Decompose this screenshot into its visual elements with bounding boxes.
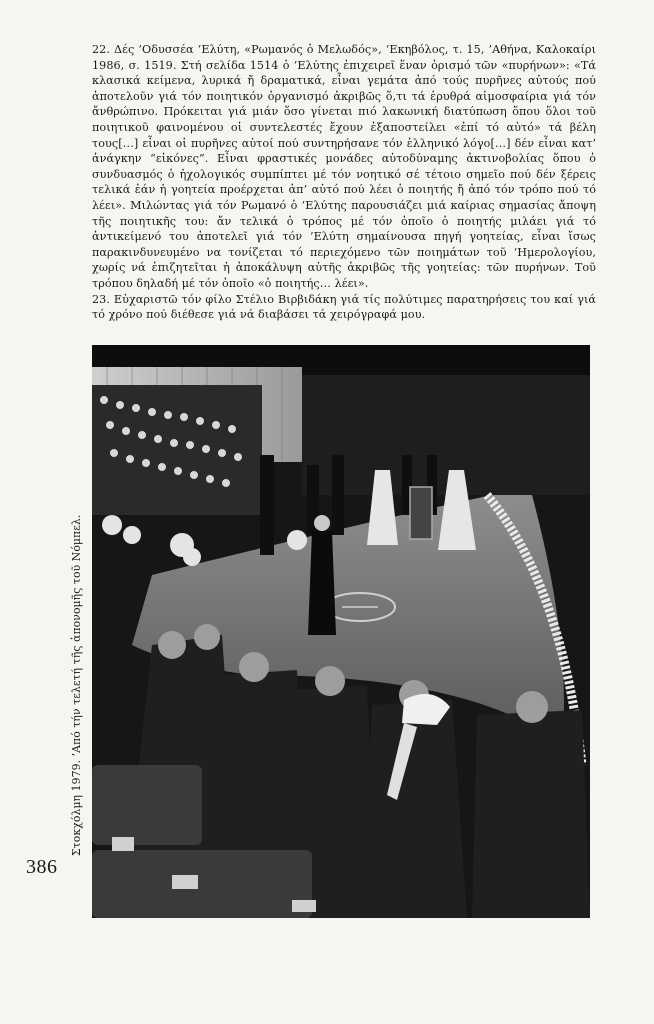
footnote-23: 23. Εὐχαριστῶ τόν φίλο Στέλιο Βιρβιδάκη γιά τίς πολύτιμες παρατηρήσεις του καί γιά τό χρόνο πού διέθεσε γιά νά διαβάσει τά χειρόγραφά μου. (92, 292, 596, 322)
footnote-22: 22. Δές ’Οδυσσέα ’Ελύτη, «Ρωμανός ὁ Μελωδός», ‘Εκηβόλος, τ. 15, ’Αθήνα, Καλοκαίρι 1986, σ. 1519. Στή σελίδα 1514 ὁ ’Ελύτης ἐπιχειρεῖ ἕναν ὁρισμό τῶν «πυρήνων»: «Τά κλασικά κείμενα, λυρικά ἤ δραματικά, εἶναι γεμάτα ἀπό τούς πυρῆνες αὐτούς πού ἀποτελοῦν γιά τόν ποιητικόν ὀργανισμό ἀκριβῶς ὅ,τι τά ἐρυθρά αἱμοσφαίρια γιά τόν ἄνθρώπινο. Πρόκειται γιά μιάν ὅσο γίνεται πιό λακωνική διατύπωση ὅπου ὅλοι τοῦ ποιητικοῦ φαινομένου οἱ συντελεστές ἔχουν ἐξαποστείλει «ἐπί τό αὐτό» τά βέλη τους[…] εἶναι οἱ πυρῆνες αὐτοί πού συντηρήσανε τόν ἑλληνικό λόγο[…] δέν εἶναι κατ’ ἀνάγκην “εἰκόνες”. Εἶναι φραστικές μονάδες αὐτοδύναμης ἀκτινοβολίας ὅπου ὁ συνδυασμός ὁ ἠχολογικός συμπίπτει μέ τόν νοητικό σέ τέτοιο σημεῖο πού δέν ξέρεις τελικά ἐάν ἡ γοητεία προέρχεται ἀπ’ αὐτό πού λέει ὁ ποιητής ἤ ἀπό τόν τρόπο πού τό λέει». Μιλώντας γιά τόν Ρωμανό ὁ ’Ελύτης παρουσιάζει μιά καίριας σημασίας ἄποψη τῆς ποιητικῆς του: ἄν τελικά ὁ τρόπος μέ τόν ὁποῖο ὁ ποιητής μιλάει γιά τό ἀντικείμενό του ἀποτελεῖ γιά τόν ’Ελύτη σημαίνουσα πηγή γοητείας, εἶναι ἴσως παρακινδυνευμένο να τονίζεται τό περιεχόμενο τῶν ποιημάτων τοῦ ‘Ημερολογίου, χωρίς νά ἐπιζητεῖται ἡ ἀποκάλυψη αὐτῆς ἀκριβῶς τῆς γοητείας: τῶν πυρήνων. Τοῦ τρόπου δηλαδή μέ τόν ὁποῖο «ὁ ποιητής… λέει». (92, 43, 596, 290)
page-number: 386 (26, 856, 58, 878)
footnotes (92, 42, 596, 323)
ceremony-photo (92, 345, 590, 918)
photo-caption-text: Στοκχόλμη 1979. ’Από τήν τελετή τῆς ἀπονομῆς τοῦ Νόμπελ. (70, 514, 83, 856)
